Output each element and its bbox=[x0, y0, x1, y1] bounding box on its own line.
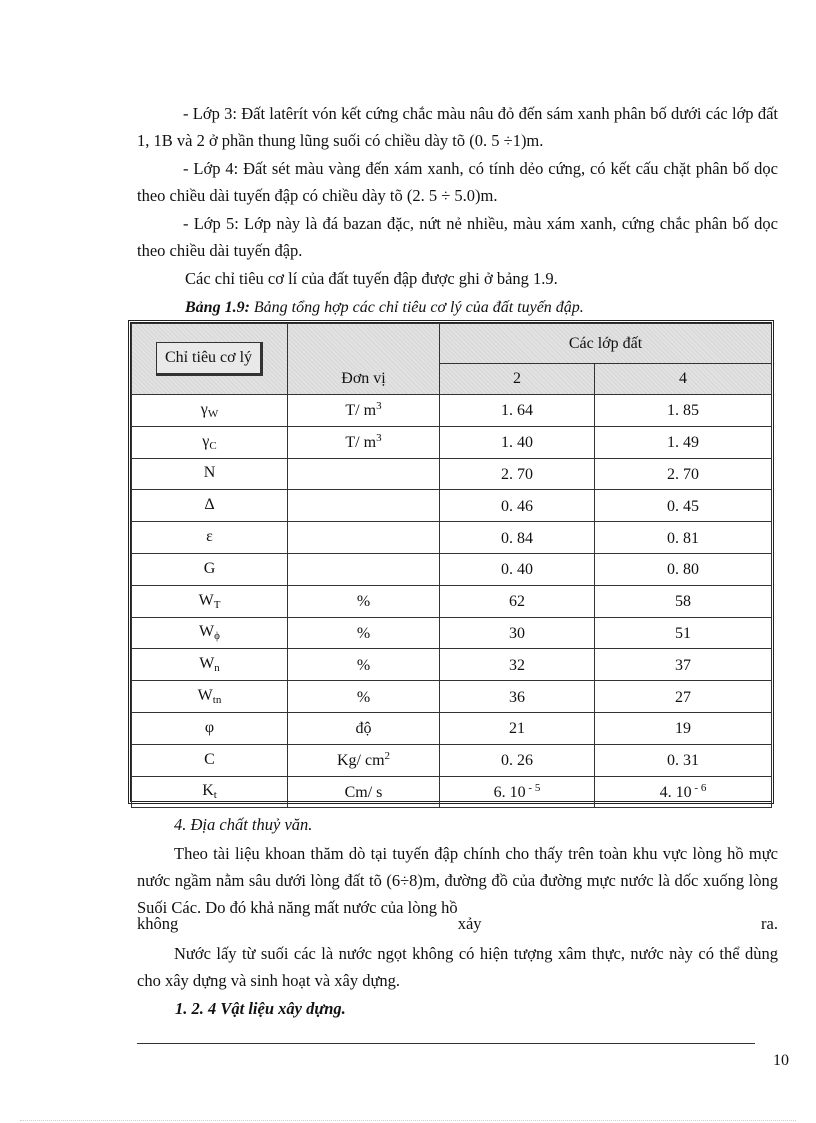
value-layer-4: 4. 10 bbox=[659, 783, 692, 801]
word-khong: không bbox=[137, 914, 179, 933]
footer-divider bbox=[137, 1043, 755, 1044]
header-unit: Đơn vị bbox=[288, 324, 440, 395]
cell-unit bbox=[288, 617, 440, 649]
value-layer-4: 1. 85 bbox=[667, 402, 699, 420]
property-symbol: C bbox=[204, 750, 215, 768]
value-layer-2: 21 bbox=[509, 720, 525, 738]
paragraph-layer-4: - Lớp 4: Đất sét màu vàng đến xám xanh, có tính dẻo cứng, có kết cấu chặt phân bố dọc theo chiều dài tuyến đập có chiều dày tõ (2. 5 ÷ 5.0)m. bbox=[137, 159, 778, 205]
property-symbol: K bbox=[202, 782, 214, 800]
property-symbol: φ bbox=[204, 718, 215, 736]
word-xay: xảy bbox=[457, 914, 482, 933]
cell-property bbox=[132, 553, 288, 585]
cell-layer-2 bbox=[440, 712, 595, 744]
property-symbol: γ bbox=[202, 432, 210, 450]
word-ra: ra. bbox=[761, 914, 778, 933]
cell-layer-4 bbox=[595, 490, 772, 522]
table-row bbox=[132, 522, 772, 554]
cell-layer-4 bbox=[595, 744, 772, 776]
cell-layer-2 bbox=[440, 649, 595, 681]
cell-unit bbox=[288, 681, 440, 713]
header-property-cell bbox=[132, 324, 288, 395]
value-layer-4: 51 bbox=[675, 624, 691, 642]
cell-property bbox=[132, 395, 288, 427]
property-symbol: γ bbox=[200, 400, 208, 418]
cell-property bbox=[132, 458, 288, 490]
value-layer-2: 2. 70 bbox=[501, 465, 533, 483]
cell-layer-4 bbox=[595, 426, 772, 458]
value-layer-4: 0. 81 bbox=[667, 529, 699, 547]
cell-property bbox=[132, 744, 288, 776]
cell-layer-2 bbox=[440, 522, 595, 554]
unit-text: T/ m bbox=[345, 402, 377, 420]
property-symbol: N bbox=[203, 464, 216, 482]
cell-layer-2 bbox=[440, 776, 595, 808]
value-layer-4: 0. 31 bbox=[667, 752, 699, 770]
unit-text: Kg/ cm bbox=[336, 752, 385, 770]
header-layer-4: 4 bbox=[595, 364, 772, 395]
table-row bbox=[132, 458, 772, 490]
cell-layer-2 bbox=[440, 553, 595, 585]
cell-layer-4 bbox=[595, 553, 772, 585]
property-symbol: Δ bbox=[204, 496, 215, 514]
cell-unit bbox=[288, 649, 440, 681]
table-row bbox=[132, 681, 772, 713]
cell-property bbox=[132, 649, 288, 681]
cell-layer-2 bbox=[440, 395, 595, 427]
cell-layer-4 bbox=[595, 776, 772, 808]
unit-text: Cm/ s bbox=[344, 783, 383, 801]
paragraph-table-intro: Các chỉ tiêu cơ lí của đất tuyến đập được ghi ở bảng 1.9. bbox=[185, 269, 558, 288]
cell-layer-4 bbox=[595, 458, 772, 490]
table-row bbox=[132, 712, 772, 744]
cell-layer-2 bbox=[440, 744, 595, 776]
value-layer-4: 0. 45 bbox=[667, 497, 699, 515]
property-subscript: tn bbox=[212, 694, 222, 707]
value-layer-4: 19 bbox=[675, 720, 691, 738]
cell-unit bbox=[288, 522, 440, 554]
paragraph-groundwater: Theo tài liệu khoan thăm dò tại tuyến đập chính cho thấy trên toàn khu vực lòng hồ mực nước ngầm nằm sâu dưới lòng đất tõ (6÷8)m, đường đồ của đường mực nước là dốc xuống lòng Suối Các. Do đó khả năng mất nước của lòng hồ bbox=[137, 844, 778, 917]
unit-superscript: 2 bbox=[384, 750, 391, 763]
property-subscript: T bbox=[213, 598, 221, 611]
table-row bbox=[132, 585, 772, 617]
cell-layer-2 bbox=[440, 681, 595, 713]
table-row bbox=[132, 553, 772, 585]
property-subscript: ϕ bbox=[214, 630, 220, 643]
cell-layer-4 bbox=[595, 712, 772, 744]
table-row bbox=[132, 395, 772, 427]
value-layer-2: 1. 40 bbox=[501, 434, 533, 452]
cell-property bbox=[132, 522, 288, 554]
cell-unit bbox=[288, 395, 440, 427]
table-row bbox=[132, 617, 772, 649]
unit-text: độ bbox=[355, 720, 372, 738]
cell-property bbox=[132, 681, 288, 713]
unit-text: % bbox=[356, 624, 371, 642]
paragraph-layer-5: - Lớp 5: Lớp này là đá bazan đặc, nứt nẻ nhiều, màu xám xanh, cứng chắc phân bố dọc theo chiều dài tuyến đập. bbox=[137, 214, 778, 260]
property-symbol: G bbox=[203, 559, 216, 577]
unit-text: T/ m bbox=[345, 434, 377, 452]
cell-layer-2 bbox=[440, 426, 595, 458]
section-title-hydrogeology: 4. Địa chất thuỷ văn. bbox=[174, 815, 313, 834]
soil-properties-table bbox=[128, 320, 774, 804]
value-layer-2: 0. 46 bbox=[501, 497, 533, 515]
cell-unit bbox=[288, 458, 440, 490]
value-layer-4: 27 bbox=[675, 688, 691, 706]
unit-text: % bbox=[356, 593, 371, 611]
value-layer-4: 37 bbox=[675, 656, 691, 674]
table-caption-label: Bảng 1.9: bbox=[185, 299, 250, 316]
value-layer-2: 1. 64 bbox=[501, 402, 533, 420]
table-row bbox=[132, 426, 772, 458]
table-row bbox=[132, 649, 772, 681]
value-layer-2: 36 bbox=[509, 688, 525, 706]
cell-property bbox=[132, 585, 288, 617]
property-subscript: n bbox=[214, 662, 220, 675]
header-soil-layers: Các lớp đất bbox=[440, 324, 772, 364]
header-layer-2: 2 bbox=[440, 364, 595, 395]
property-symbol: W bbox=[199, 655, 215, 673]
paragraph-water-quality: Nước lấy từ suối các là nước ngọt không có hiện tượng xâm thực, nước này có thể dùng cho xây dựng và sinh hoạt và xây dựng. bbox=[137, 944, 778, 990]
cell-property bbox=[132, 426, 288, 458]
property-subscript: C bbox=[209, 439, 217, 452]
value-layer-2: 62 bbox=[509, 593, 525, 611]
cell-unit bbox=[288, 744, 440, 776]
cell-layer-4 bbox=[595, 585, 772, 617]
property-symbol: ε bbox=[206, 528, 213, 546]
unit-superscript: 3 bbox=[376, 432, 382, 445]
cell-layer-2 bbox=[440, 585, 595, 617]
value-layer-2: 6. 10 bbox=[493, 783, 526, 801]
table-row bbox=[132, 776, 772, 808]
paragraph-groundwater-last-line bbox=[137, 913, 778, 935]
value-layer-2: 0. 84 bbox=[501, 529, 533, 547]
cell-unit bbox=[288, 490, 440, 522]
property-symbol: W bbox=[198, 591, 214, 609]
cell-unit bbox=[288, 585, 440, 617]
cell-layer-4 bbox=[595, 522, 772, 554]
value-layer-4: 2. 70 bbox=[667, 465, 699, 483]
unit-text: % bbox=[356, 688, 371, 706]
value-layer-2-exponent: - 5 bbox=[525, 781, 541, 794]
table-caption bbox=[185, 297, 745, 319]
table-row bbox=[132, 744, 772, 776]
paragraph-layer-3: - Lớp 3: Đất latêrít vón kết cứng chắc màu nâu đỏ đến sám xanh phân bố dưới các lớp đất 1, 1B và 2 ở phần thung lũng suối có chiều dày tõ (0. 5 ÷1)m. bbox=[137, 104, 778, 150]
value-layer-2: 0. 40 bbox=[501, 561, 533, 579]
cell-unit bbox=[288, 426, 440, 458]
cell-property bbox=[132, 712, 288, 744]
cell-layer-4 bbox=[595, 617, 772, 649]
property-symbol: W bbox=[197, 687, 213, 705]
cell-layer-2 bbox=[440, 458, 595, 490]
header-property: Chỉ tiêu cơ lý bbox=[156, 342, 263, 376]
cell-layer-2 bbox=[440, 617, 595, 649]
cell-unit bbox=[288, 712, 440, 744]
property-symbol: W bbox=[199, 623, 215, 641]
value-layer-2: 30 bbox=[509, 624, 525, 642]
cell-unit bbox=[288, 553, 440, 585]
cell-property bbox=[132, 617, 288, 649]
value-layer-4: 1. 49 bbox=[667, 434, 699, 452]
table-caption-text: Bảng tổng hợp các chỉ tiêu cơ lý của đất tuyến đập. bbox=[249, 299, 584, 316]
cell-property bbox=[132, 776, 288, 808]
cell-layer-4 bbox=[595, 681, 772, 713]
value-layer-4: 0. 80 bbox=[667, 561, 699, 579]
cell-layer-4 bbox=[595, 395, 772, 427]
page-bottom-edge bbox=[20, 1120, 796, 1121]
table-row bbox=[132, 490, 772, 522]
cell-layer-4 bbox=[595, 649, 772, 681]
value-layer-4: 58 bbox=[675, 593, 691, 611]
property-subscript: t bbox=[213, 789, 217, 802]
value-layer-4-exponent: - 6 bbox=[691, 781, 707, 794]
property-subscript: W bbox=[207, 407, 219, 420]
unit-superscript: 3 bbox=[376, 400, 382, 413]
unit-text: % bbox=[356, 656, 371, 674]
heading-building-materials: 1. 2. 4 Vật liệu xây dựng. bbox=[175, 999, 346, 1018]
value-layer-2: 0. 26 bbox=[501, 752, 533, 770]
page-number: 10 bbox=[773, 1052, 789, 1069]
cell-unit bbox=[288, 776, 440, 808]
cell-layer-2 bbox=[440, 490, 595, 522]
cell-property bbox=[132, 490, 288, 522]
value-layer-2: 32 bbox=[509, 656, 525, 674]
